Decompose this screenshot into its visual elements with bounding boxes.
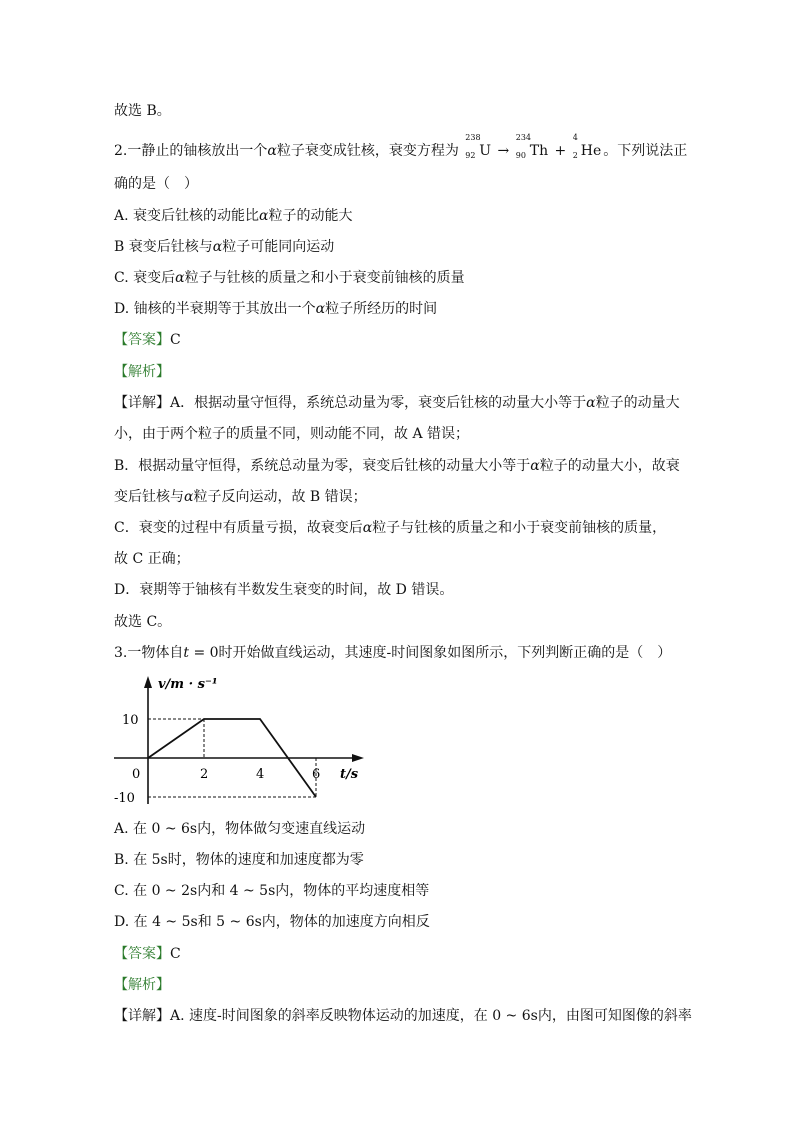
alpha-symbol: α [586,395,596,411]
detail-line-3: B．根据动量守恒得，系统总动量为零，衰变后钍核的动量大小等于α粒子的动量大小，故衰 [114,458,680,474]
q3-option-d: D. 在 4 ~ 5s和 5 ~ 6s内，物体的加速度方向相反 [114,914,430,930]
q2-tail: 。下列说法正 [603,143,688,159]
answer-tag: 【答案】 [114,946,170,962]
alpha-symbol: α [315,301,326,317]
answer-line [114,330,181,350]
q3-option-c: C. 在 0 ~ 2s内和 4 ~ 5s内，物体的平均速度相等 [114,883,430,899]
question-3-stem: 3.一物体自t = 0时开始做直线运动，其速度-时间图象如图所示，下列判断正确的是（ ） [114,645,672,661]
plus: + [554,143,567,159]
detail-tag: 【详解】 [114,395,170,411]
detail-line-6: 故 C 正确； [114,551,190,567]
alpha-symbol: α [267,143,277,159]
x-axis-label: t/s [340,767,359,782]
q3-option-b: B. 在 5s时，物体的速度和加速度都为零 [114,852,364,868]
uranium-nuclide: 238 92 U [465,133,492,160]
velocity-time-graph [114,672,384,812]
x-axis-arrow [352,754,364,762]
origin-label: 0 [132,767,141,782]
x-tick-label-4: 4 [256,767,265,782]
helium-nuclide: 4 2 He [572,133,602,160]
thorium-nuclide: 234 90 Th [515,133,549,160]
q2-mid: 粒子衰变成钍核，衰变方程为 [276,143,459,159]
y-tick-label-neg10: -10 [114,791,135,806]
y-axis-label: v/m · s⁻¹ [158,677,218,692]
answer-tag: 【答案】 [114,332,170,348]
alpha-symbol: α [184,489,194,505]
detail-tag: 【详解】 [114,1008,170,1024]
q2-prefix: 2.一静止的铀核放出一个 [114,143,268,159]
option-a: A. 衰变后钍核的动能比α粒子的动能大 [114,208,353,224]
analysis-tag: 【解析】 [114,364,170,380]
alpha-symbol: α [212,239,223,255]
x-tick-label-6: 6 [312,767,321,782]
question-2-stem [114,133,688,161]
detail-line-4: 变后钍核与α粒子反向运动，故 B 错误； [114,489,367,505]
x-tick-label-2: 2 [200,767,209,782]
t-variable: t [183,645,189,661]
detail-line-7: D．衰期等于铀核有半数发生衰变的时间，故 D 错误。 [114,582,454,598]
alpha-symbol: α [175,270,185,286]
alpha-symbol: α [259,208,269,224]
detail-line-2: 小，由于两个粒子的质量不同，则动能不同，故 A 错误； [114,426,470,442]
option-b: B 衰变后钍核与α粒子可能同向运动 [114,239,335,255]
q3-option-a: A. 在 0 ~ 6s内，物体做匀变速直线运动 [114,821,366,837]
answer-conclusion-q2: 故选 C。 [114,614,172,630]
answer-conclusion-q1: 故选 B。 [114,103,171,119]
question-2-stem-line2: 确的是（ ） [114,176,198,192]
q3-answer-line [114,944,181,964]
option-d: D. 铀核的半衰期等于其放出一个α粒子所经历的时间 [114,301,438,317]
detail-line-5: C．衰变的过程中有质量亏损，故衰变后α粒子与钍核的质量之和小于衰变前铀核的质量， [114,520,667,536]
y-tick-label-10: 10 [122,713,139,728]
option-c: C. 衰变后α粒子与钍核的质量之和小于衰变前铀核的质量 [114,270,465,286]
detail-line-1: 【详解】A．根据动量守恒得，系统总动量为零，衰变后钍核的动量大小等于α粒子的动量大 [114,395,680,411]
answer-value: C [170,332,181,348]
q3-detail-line-1: 【详解】A. 速度-时间图象的斜率反映物体运动的加速度，在 0 ~ 6s内，由图可知图像的斜率 [114,1008,692,1024]
answer-value: C [170,946,181,962]
alpha-symbol: α [362,520,373,536]
arrow: → [497,143,510,159]
y-axis-arrow [144,676,152,688]
q3-analysis-tag: 【解析】 [114,977,170,993]
alpha-symbol: α [530,458,540,474]
